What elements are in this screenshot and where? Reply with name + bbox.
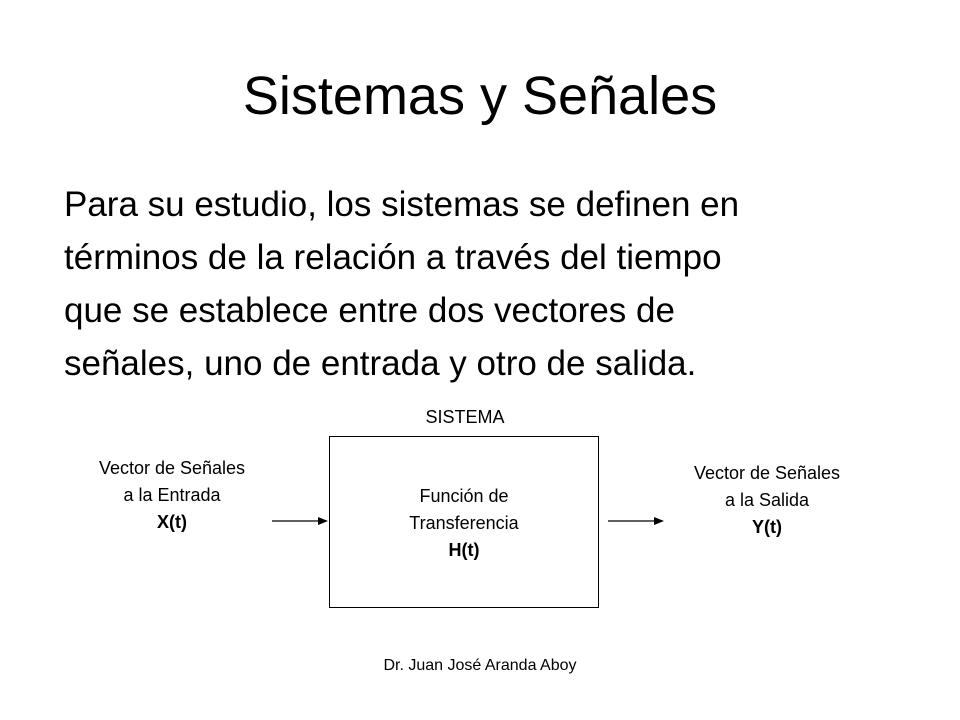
body-line-4: señales, uno de entrada y otro de salida. (64, 344, 697, 383)
input-symbol: X(t) (157, 512, 187, 532)
system-line-2: Transferencia (409, 513, 519, 533)
body-line-2: términos de la relación a través del tiempo (64, 238, 722, 277)
system-block (329, 436, 599, 608)
transfer-function-label (330, 483, 598, 564)
footer-author: Dr. Juan José Aranda Aboy (383, 657, 577, 674)
output-symbol: Y(t) (752, 517, 782, 537)
slide-title: Sistemas y Señales (242, 66, 718, 126)
output-line-1: Vector de Señales (693, 463, 841, 483)
system-label: SISTEMA (425, 407, 505, 427)
output-vector-label (645, 460, 889, 541)
input-line-1: Vector de Señales (98, 458, 246, 478)
system-line-1: Función de (419, 486, 509, 506)
body-paragraph (64, 178, 934, 390)
input-vector-label (50, 455, 294, 536)
system-symbol: H(t) (448, 540, 480, 560)
body-line-3: que se establece entre dos vectores de (64, 291, 675, 330)
input-arrow-icon (272, 514, 328, 528)
input-line-2: a la Entrada (123, 485, 221, 505)
body-line-1: Para su estudio, los sistemas se definen en (64, 185, 740, 224)
output-line-2: a la Salida (724, 490, 810, 510)
